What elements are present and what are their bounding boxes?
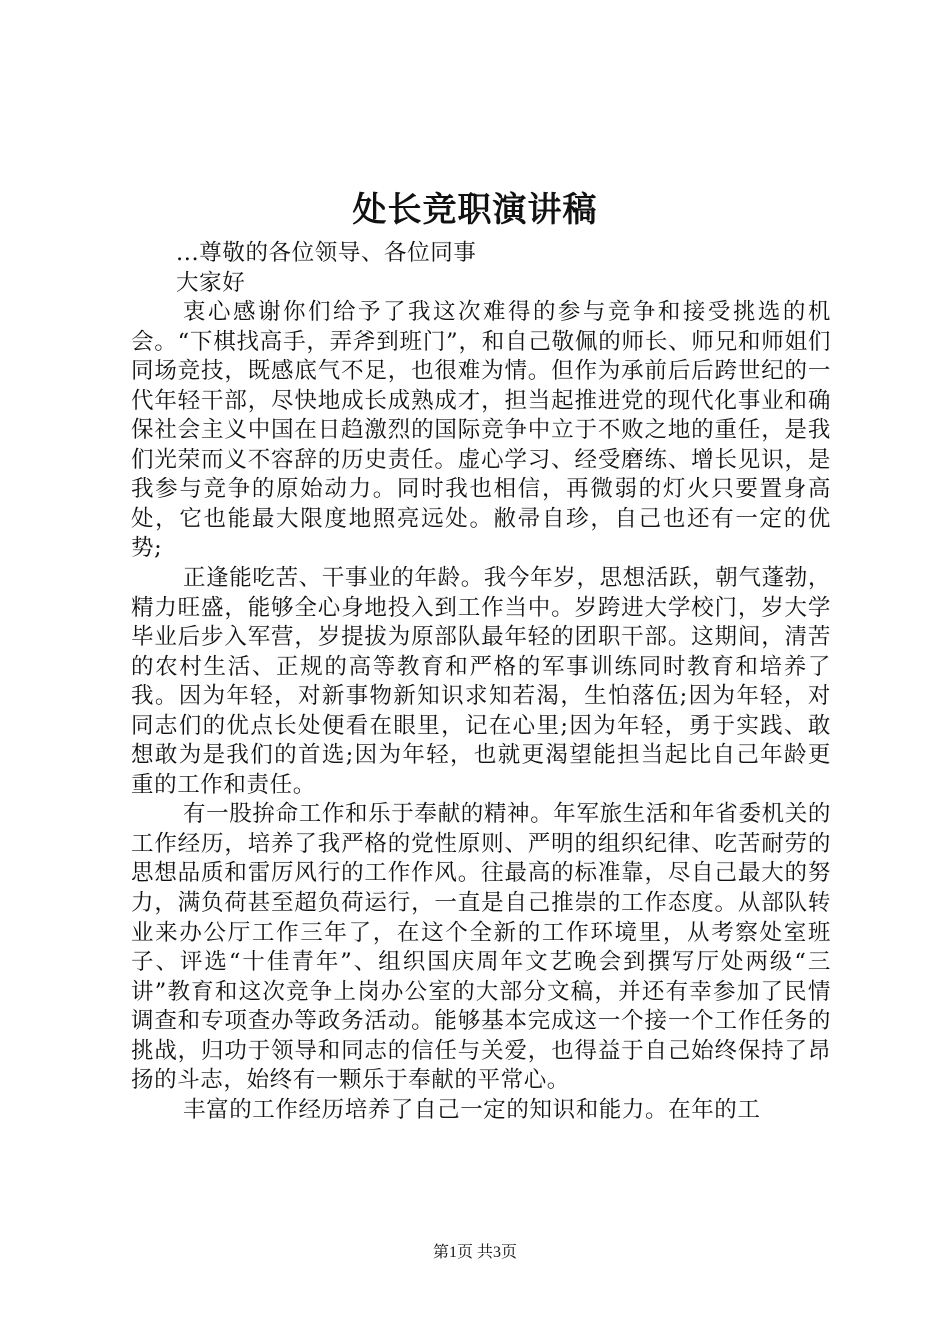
paragraph: 衷心感谢你们给予了我这次难得的参与竞争和接受挑选的机会。“下棋找高手，弄斧到班门”，和自己敬佩的师长、师兄和师姐们同场竞技，既感底气不足，也很难为情。但作为承前后后跨世纪的一代年轻干部，尽快地成长成熟成才，担当起推进党的现代化事业和确保社会主义中国在日趋激烈的国际竞争中立于不败之地的重任，是我们光荣而义不容辞的历史责任。虚心学习、经受磨练、增长见识，是我参与竞争的原始动力。同时我也相信，再微弱的灯火只要置身高处，它也能最大限度地照亮远处。敝帚自珍，自己也还有一定的优势; — [131, 299, 831, 562]
paragraph: 丰富的工作经历培养了自己一定的知识和能力。在年的工 — [183, 1096, 761, 1123]
paragraph: 正逢能吃苦、干事业的年龄。我今年岁，思想活跃，朝气蓬勃，精力旺盛，能够全心身地投入到工作当中。岁跨进大学校门，岁大学毕业后步入军营，岁提拔为原部队最年轻的团职干部。这期间，清苦的农村生活、正规的高等教育和严格的军事训练同时教育和培养了我。因为年轻，对新事物新知识求知若渴，生怕落伍;因为年轻，对同志们的优点长处便看在眼里，记在心里;因为年轻，勇于实践、敢想敢为是我们的首选;因为年轻，也就更渴望能担当起比自己年龄更重的工作和责任。 — [131, 565, 831, 798]
greeting: 大家好 — [176, 269, 246, 296]
page-footer: 第1页 共3页 — [432, 1244, 517, 1261]
salutation: ...尊敬的各位领导、各位同事 — [176, 240, 477, 266]
document-title: 处长竞职演讲稿 — [352, 190, 598, 230]
paragraph: 有一股拚命工作和乐于奉献的精神。年军旅生活和年省委机关的工作经历，培养了我严格的党性原则、严明的组织纪律、吃苦耐劳的思想品质和雷厉风行的工作作风。往最高的标准靠，尽自己最大的努力，满负荷甚至超负荷运行，一直是自己推崇的工作态度。从部队转业来办公厅工作三年了，在这个全新的工作环境里，从考察处室班子、评选“十佳青年”、组织国庆周年文艺晚会到撰写厅处两级“三讲”教育和这次竞争上岗办公室的大部分文稿，并还有幸参加了民情调查和专项查办等政务活动。能够基本完成这一个接一个工作任务的挑战，归功于领导和同志的信任与关爱，也得益于自己始终保持了昂扬的斗志，始终有一颗乐于奉献的平常心。 — [131, 801, 831, 1094]
document-body — [131, 239, 831, 1125]
